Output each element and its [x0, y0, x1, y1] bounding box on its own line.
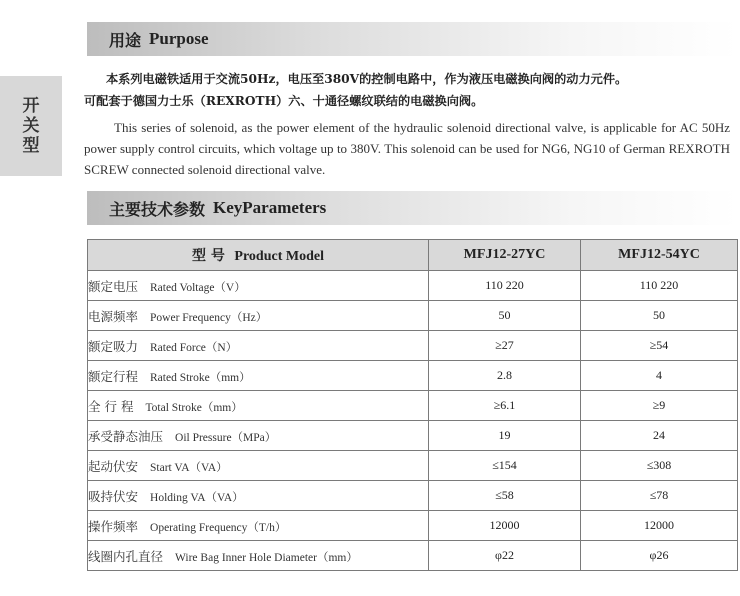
value-cell: 50	[581, 301, 738, 331]
table-row	[88, 541, 738, 571]
parameter-name-cn: 线圈内孔直径	[88, 548, 164, 564]
parameter-name-cell	[88, 511, 429, 541]
table-row	[88, 391, 738, 421]
parameter-name-en: Total Stroke（mm）	[145, 401, 243, 414]
model-header-cell	[88, 240, 429, 271]
parameter-name-en: Rated Voltage（V）	[150, 281, 246, 294]
parameter-name-cn: 全 行 程	[88, 398, 134, 414]
parameter-name-cn: 操作频率	[88, 518, 139, 534]
parameter-name-cell	[88, 331, 429, 361]
table-row	[88, 511, 738, 541]
purpose-cn-line: 本系列电磁铁适用于交流50Hz，电压至380V的控制电路中，作为液压电磁换向阀的动力元件。	[106, 72, 628, 86]
purpose-paragraph-cn	[84, 68, 734, 112]
parameter-name-cell	[88, 301, 429, 331]
parameter-name-en: Operating Frequency（T/h）	[150, 521, 287, 534]
model-column-header: MFJ12-54YC	[581, 240, 738, 271]
side-tab-char: 关	[22, 116, 40, 136]
key-parameters-section-heading	[87, 191, 737, 225]
value-cell: ≥9	[581, 391, 738, 421]
parameter-name-cn: 额定吸力	[88, 338, 139, 354]
value-cell: ≤154	[429, 451, 581, 481]
value-cell: 50	[429, 301, 581, 331]
parameter-name-cn: 额定电压	[88, 278, 139, 294]
value-cell: ≥6.1	[429, 391, 581, 421]
parameter-name-cell	[88, 391, 429, 421]
value-cell: φ22	[429, 541, 581, 571]
purpose-paragraph-en: This series of solenoid, as the power element of the hydraulic solenoid directional valve, is applicable for AC 50Hz power supply control circuits, which voltage up to 380V. This solenoid can be used for NG6, NG10 of German REXROTH SCREW connected solenoid directional valve.	[84, 120, 730, 177]
parameter-name-cell	[88, 271, 429, 301]
parameter-name-cell	[88, 361, 429, 391]
model-header-en: Product Model	[234, 249, 324, 264]
category-side-tab	[0, 76, 62, 176]
value-cell: ≥54	[581, 331, 738, 361]
parameter-name-cell	[88, 451, 429, 481]
side-tab-char: 开	[22, 96, 40, 116]
purpose-section-heading	[87, 22, 737, 56]
parameter-name-cn: 承受静态油压	[88, 428, 164, 444]
parameter-name-en: Start VA（VA）	[150, 461, 228, 474]
table-header-row	[88, 240, 738, 271]
parameter-name-en: Rated Stroke（mm）	[150, 371, 251, 384]
parameter-name-cell	[88, 421, 429, 451]
parameter-name-cn: 起动伏安	[88, 458, 139, 474]
key-parameters-table	[87, 239, 738, 571]
purpose-cn-line: 可配套于德国力士乐（REXROTH）六、十通径螺纹联结的电磁换向阀。	[84, 94, 484, 108]
key-parameters-title-en: KeyParameters	[213, 198, 327, 217]
parameter-name-en: Oil Pressure（MPa）	[175, 431, 277, 444]
value-cell: 110 220	[581, 271, 738, 301]
parameter-name-en: Power Frequency（Hz）	[150, 311, 268, 324]
value-cell: ≥27	[429, 331, 581, 361]
value-cell: 12000	[581, 511, 738, 541]
table-row	[88, 271, 738, 301]
value-cell: 4	[581, 361, 738, 391]
table-row	[88, 361, 738, 391]
model-column-header: MFJ12-27YC	[429, 240, 581, 271]
side-tab-char: 型	[22, 136, 40, 156]
value-cell: 2.8	[429, 361, 581, 391]
value-cell: 12000	[429, 511, 581, 541]
purpose-title-cn: 用途	[109, 30, 142, 50]
model-header-cn: 型 号	[192, 248, 225, 264]
table-row	[88, 421, 738, 451]
parameter-name-cell	[88, 481, 429, 511]
value-cell: 24	[581, 421, 738, 451]
table-row	[88, 331, 738, 361]
table-row	[88, 451, 738, 481]
parameter-name-en: Holding VA（VA）	[150, 491, 244, 504]
table-row	[88, 481, 738, 511]
parameter-name-en: Rated Force（N）	[150, 341, 238, 354]
parameter-name-cn: 电源频率	[88, 308, 139, 324]
parameter-name-cn: 额定行程	[88, 368, 139, 384]
table-row	[88, 301, 738, 331]
value-cell: φ26	[581, 541, 738, 571]
value-cell: 110 220	[429, 271, 581, 301]
parameter-name-cn: 吸持伏安	[88, 488, 139, 504]
value-cell: ≤78	[581, 481, 738, 511]
key-parameters-title-cn: 主要技术参数	[109, 199, 206, 219]
purpose-title-en: Purpose	[149, 29, 209, 48]
parameter-name-cell	[88, 541, 429, 571]
value-cell: ≤58	[429, 481, 581, 511]
value-cell: ≤308	[581, 451, 738, 481]
parameter-name-en: Wire Bag Inner Hole Diameter（mm）	[175, 551, 358, 564]
value-cell: 19	[429, 421, 581, 451]
